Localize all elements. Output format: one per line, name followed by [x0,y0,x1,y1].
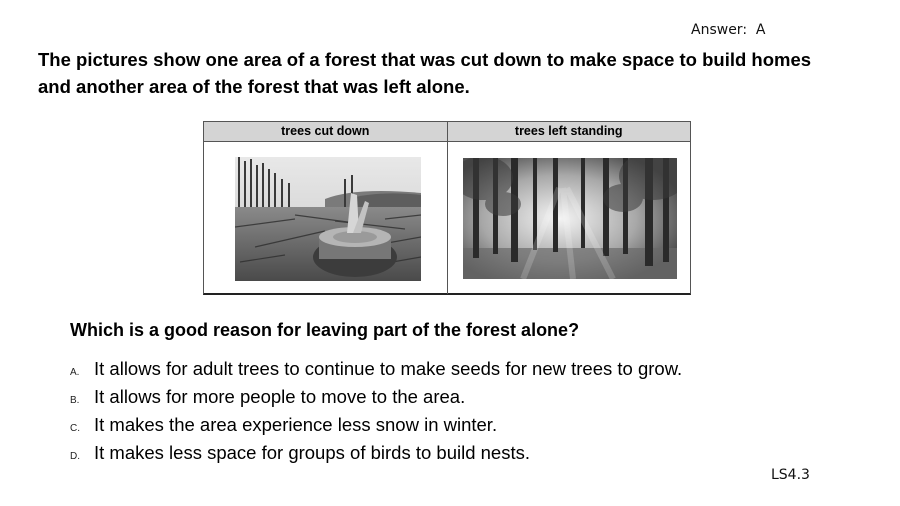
option-d[interactable] [70,442,682,470]
header-trees-cut-down: trees cut down [281,124,370,138]
question-text: Which is a good reason for leaving part of the forest alone? [70,320,580,340]
cleared-forest-photo [235,157,421,281]
answer-key: Answer: A [691,22,766,38]
cell-trees-cut-down [204,142,447,294]
header-trees-left-standing: trees left standing [447,122,691,141]
standard-code: LS4.3 [771,467,810,483]
cell-trees-left-standing [447,142,691,294]
question-prompt: The pictures show one area of a forest that was cut down to make space to build homes and another area of the forest that was left alone. [38,49,812,97]
option-b[interactable] [70,386,682,414]
option-b-letter: B. [70,395,80,406]
standing-forest-photo [463,158,677,279]
option-a-letter: A. [70,367,80,378]
option-c-letter: C. [70,423,80,434]
option-d-text: It makes less space for groups of birds to build nests. [94,442,530,463]
table-body-row [204,142,690,294]
answer-options [70,358,682,470]
option-a[interactable] [70,358,682,386]
comparison-table [203,121,691,295]
option-c-text: It makes the area experience less snow in winter. [94,414,498,435]
table-header-row [204,122,690,142]
option-b-text: It allows for more people to move to the area. [94,386,466,407]
option-c[interactable] [70,414,682,442]
option-a-text: It allows for adult trees to continue to make seeds for new trees to grow. [94,358,683,379]
option-d-letter: D. [70,451,80,462]
